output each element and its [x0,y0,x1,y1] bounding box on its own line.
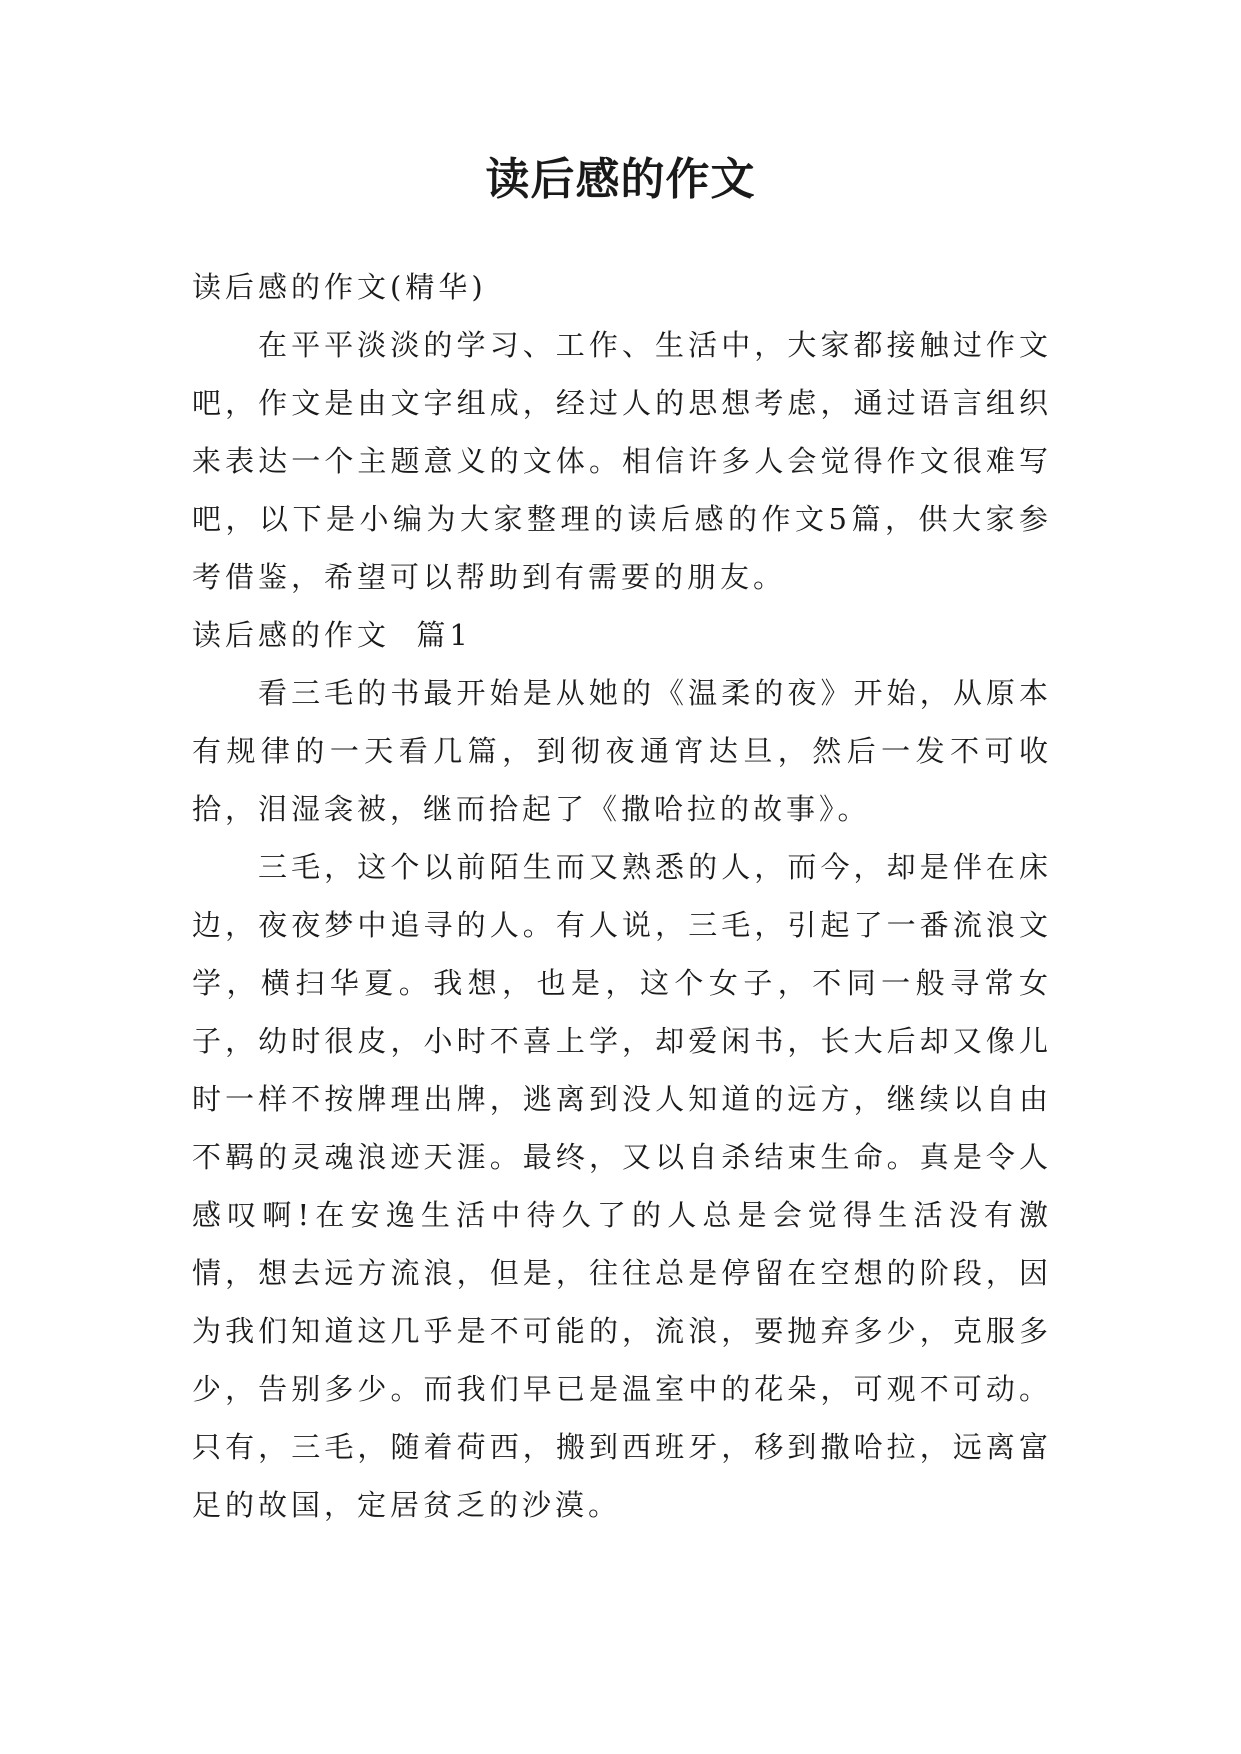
document-title: 读后感的作文 [485,154,756,205]
document-body [192,258,1052,1534]
intro-paragraph: 在平平淡淡的学习、工作、生活中，大家都接触过作文吧，作文是由文字组成，经过人的思想考虑，通过语言组织来表达一个主题意义的文体。相信许多人会觉得作文很难写吧，以下是小编为大家整理的读后感的作文5篇，供大家参考借鉴，希望可以帮助到有需要的朋友。 [192,328,1052,594]
document-subtitle: 读后感的作文(精华) [192,270,487,304]
body-paragraph: 三毛，这个以前陌生而又熟悉的人，而今，却是伴在床边，夜夜梦中追寻的人。有人说，三毛，引起了一番流浪文学，横扫华夏。我想，也是，这个女子，不同一般寻常女子，幼时很皮，小时不喜上学，却爱闲书，长大后却又像儿时一样不按牌理出牌，逃离到没人知道的远方，继续以自由不羁的灵魂浪迹天涯。最终，又以自杀结束生命。真是令人感叹啊!在安逸生活中待久了的人总是会觉得生活没有激情，想去远方流浪，但是，往往总是停留在空想的阶段，因为我们知道这几乎是不可能的，流浪，要抛弃多少，克服多少，告别多少。而我们早已是温室中的花朵，可观不可动。只有，三毛，随着荷西，搬到西班牙，移到撒哈拉，远离富足的故国，定居贫乏的沙漠。 [192,850,1052,1522]
body-paragraph: 看三毛的书最开始是从她的《温柔的夜》开始，从原本有规律的一天看几篇，到彻夜通宵达旦，然后一发不可收拾，泪湿衾被，继而拾起了《撒哈拉的故事》。 [192,676,1052,826]
section-heading: 读后感的作文 篇1 [192,618,472,652]
